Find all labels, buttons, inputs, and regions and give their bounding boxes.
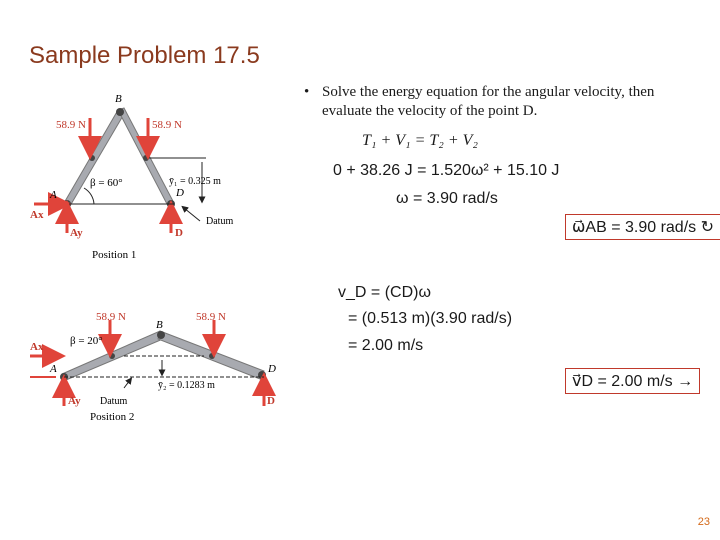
center-right-2 [209,353,215,359]
page-number: 23 [697,516,710,528]
caption-position-2: Position 2 [90,411,135,423]
datum-label-1: Datum [206,216,234,227]
force-right-label-2: 58.9 N [196,311,226,323]
caption-position-1: Position 1 [92,249,137,261]
y2-label: ȳ₂ = 0.1283 m [158,380,215,391]
vd-substituted: = (0.513 m)(3.90 rad/s) [348,310,513,327]
beta-label-2: β = 20° [70,335,103,347]
energy-equation: T₁ + V₁ = T₂ + V₂ [362,132,478,149]
label-Ay-2: Ay [68,395,81,407]
vd-boxed-result: v⃗D = 2.00 m/s → [565,368,700,394]
bullet-dot: • [304,84,310,100]
label-A-2: A [50,363,57,375]
beta-arc-1 [84,188,94,204]
position-1-diagram [30,93,233,261]
label-Ay-1: Ay [70,227,83,239]
slide-title: Sample Problem 17.5 [29,42,260,69]
label-D-2: D [268,363,276,375]
vd-definition: v_D = (CD)ω [338,284,431,301]
label-B-2: B [156,319,163,331]
y1-label: ȳ₁ = 0.325 m [169,176,221,187]
pin-B-2 [157,331,165,339]
label-Ax-2: Ax [30,341,44,353]
vd-value: = 2.00 m/s [348,337,424,354]
label-B-1: B [115,93,122,105]
pin-B [116,108,124,116]
omega-boxed-result: ω⃗AB = 3.90 rad/s ↻ [565,214,720,240]
center-left-2 [109,353,115,359]
label-D-reaction-1: D [175,227,183,239]
beta-label-1: β = 60° [90,177,123,189]
datum-leader-2 [124,380,130,388]
position-2-diagram [30,311,276,423]
center-right [143,155,149,161]
pin-D-2 [258,371,266,379]
bullet-line: Solve the energy equation for the angular velocity, then evaluate the velocity of the point D. [322,84,655,119]
truss-diagrams [24,88,294,428]
label-D-1: D [176,187,184,199]
center-left [89,155,95,161]
label-D-reaction-2: D [267,395,275,407]
omega-result: ω = 3.90 rad/s [396,190,498,207]
force-right-label: 58.9 N [152,119,182,131]
label-A-1: A [50,189,57,201]
force-left-label-2: 58.9 N [96,311,126,323]
datum-label-2: Datum [100,396,128,407]
datum-leader-1 [184,208,200,221]
force-left-label: 58.9 N [56,119,86,131]
label-Ax-1: Ax [30,209,44,221]
bullet-text [304,83,704,121]
energy-substituted: 0 + 38.26 J = 1.520ω² + 15.10 J [333,162,560,179]
